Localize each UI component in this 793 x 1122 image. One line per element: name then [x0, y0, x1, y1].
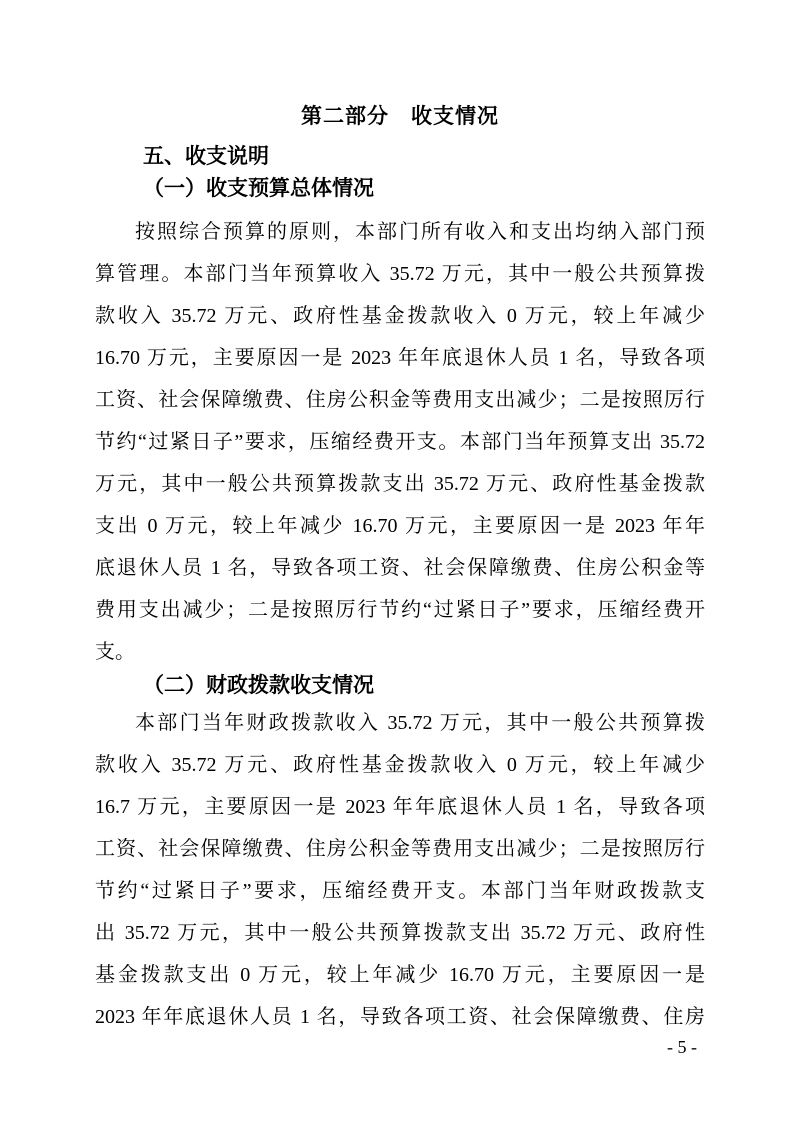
subsection-1-heading: （一）收支预算总体情况	[143, 177, 374, 200]
text-line: 基金拨款支出 0 万元，较上年减少 16.70 万元，主要原因一是	[95, 964, 705, 986]
text-line: 出 35.72 万元，其中一般公共预算拨款支出 35.72 万元、政府性	[95, 922, 705, 944]
text-line: 16.7 万元，主要原因一是 2023 年年底退休人员 1 名，导致各项	[95, 796, 705, 818]
text-line: 16.70 万元，主要原因一是 2023 年年底退休人员 1 名，导致各项	[95, 347, 705, 369]
text-line: 费用支出减少；二是按照厉行节约“过紧日子”要求，压缩经费开	[95, 599, 705, 621]
text-line: 款收入 35.72 万元、政府性基金拨款收入 0 万元，较上年减少	[95, 754, 705, 776]
page-number: - 5 -	[667, 1037, 697, 1057]
text-line: 算管理。本部门当年预算收入 35.72 万元，其中一般公共预算拨	[95, 263, 705, 285]
document-content	[95, 0, 705, 1058]
text-line: 2023 年年底退休人员 1 名，导致各项工资、社会保障缴费、住房	[95, 1006, 705, 1028]
paragraph-fiscal-appropriation	[95, 702, 705, 1038]
section-heading: 五、收支说明	[143, 145, 269, 168]
text-line: 底退休人员 1 名，导致各项工资、社会保障缴费、住房公积金等	[95, 557, 705, 579]
text-line: 节约“过紧日子”要求，压缩经费开支。本部门当年预算支出 35.72	[95, 431, 705, 453]
text-line: 工资、社会保障缴费、住房公积金等费用支出减少；二是按照厉行	[95, 389, 705, 411]
text-line: 工资、社会保障缴费、住房公积金等费用支出减少；二是按照厉行	[95, 838, 705, 860]
paragraph-budget-overview	[95, 211, 705, 673]
text-line: 节约“过紧日子”要求，压缩经费开支。本部门当年财政拨款支	[95, 880, 705, 902]
text-line: 万元，其中一般公共预算拨款支出 35.72 万元、政府性基金拨款	[95, 473, 705, 495]
text-line: 支。	[95, 641, 135, 663]
subsection-2-heading: （二）财政拨款收支情况	[143, 674, 374, 697]
text-line: 支出 0 万元，较上年减少 16.70 万元，主要原因一是 2023 年年	[95, 515, 705, 537]
text-line: 款收入 35.72 万元、政府性基金拨款收入 0 万元，较上年减少	[95, 305, 705, 327]
text-line: 本部门当年财政拨款收入 35.72 万元，其中一般公共预算拨	[135, 712, 705, 734]
text-line: 按照综合预算的原则，本部门所有收入和支出均纳入部门预	[135, 221, 705, 243]
document-title: 第二部分 收支情况	[301, 105, 499, 128]
